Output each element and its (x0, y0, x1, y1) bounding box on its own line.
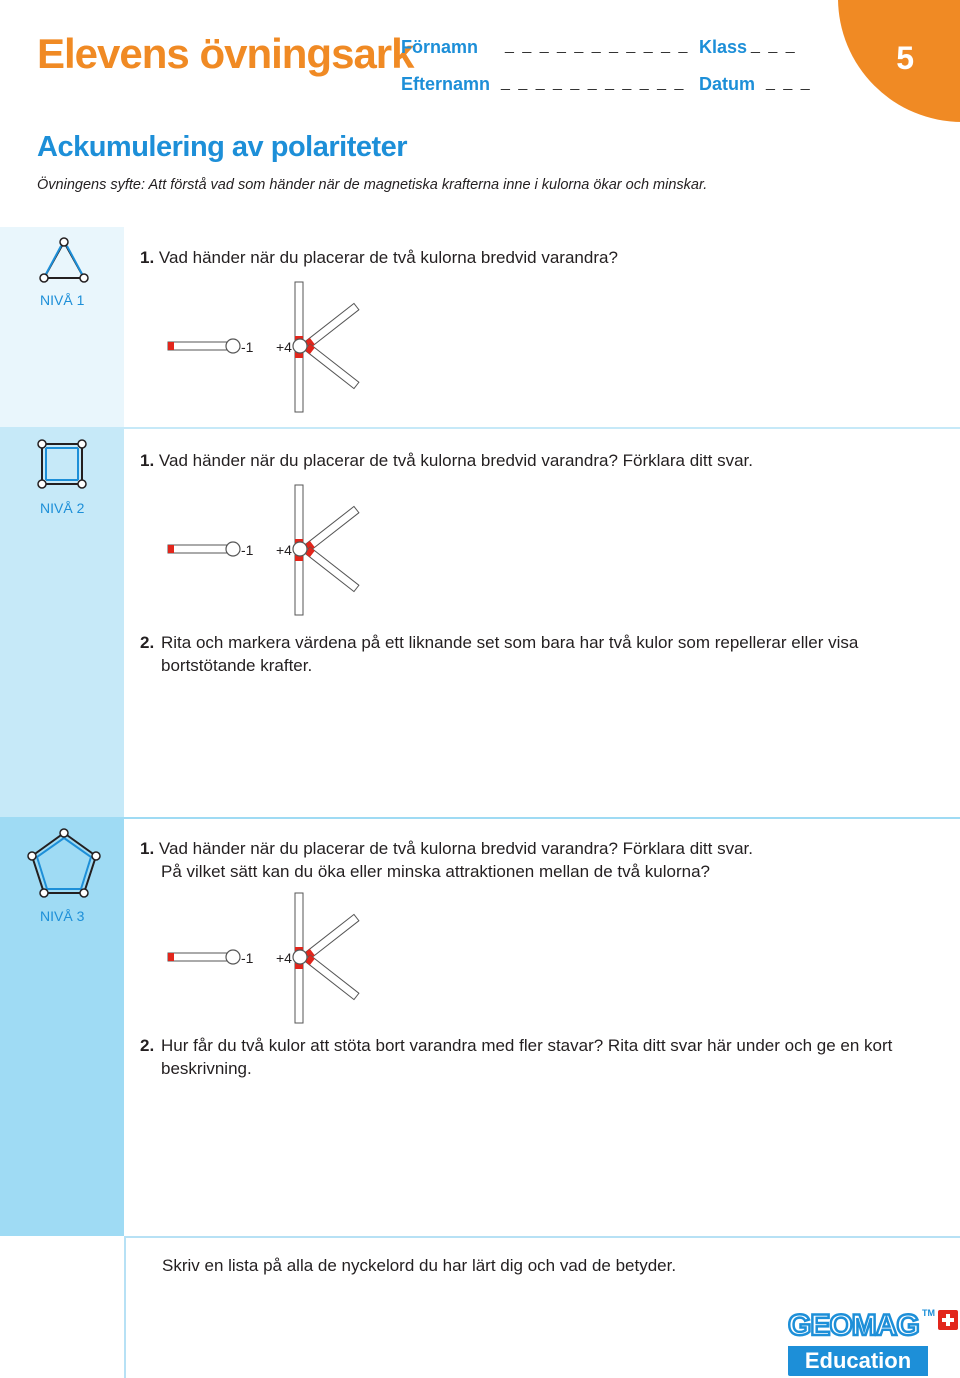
level-1-question-1 (140, 246, 618, 269)
right-ball-value: +4 (276, 339, 292, 355)
level-2-question-2 (140, 631, 940, 677)
question-number: 2. (140, 633, 155, 652)
level-2-drawing-area[interactable] (140, 690, 940, 810)
level-2-question-1 (140, 449, 753, 472)
question-text: Vad händer när du placerar de två kulorna bredvid varandra? (158, 248, 618, 267)
footer-sidebar (0, 1236, 124, 1378)
question-text: Hur får du två kulor att stöta bort varandra med fler stavar? Rita ditt svar här under och ge en kort beskrivning. (161, 1036, 893, 1078)
page-title: Elevens övningsark (37, 30, 414, 77)
brand-wordmark: GEOMAG (788, 1309, 919, 1340)
date-field[interactable]: _ _ _ (766, 74, 812, 91)
class-field[interactable]: _ _ _ (751, 37, 797, 54)
sheet-number: 5 (896, 40, 914, 76)
level-1-magnet-diagram (166, 280, 366, 414)
worksheet-subtitle: Ackumulering av polariteter (37, 131, 408, 163)
left-ball-value: -1 (241, 339, 254, 355)
last-name-label: Efternamn (401, 74, 491, 94)
question-number: 1. (140, 248, 155, 267)
left-ball (226, 339, 240, 353)
last-name-field[interactable]: _ _ _ _ _ _ _ _ _ _ _ (501, 74, 686, 91)
exercise-purpose: Övningens syfte: Att förstå vad som händer när de magnetiska krafterna inne i kulorna ökar och minskar. (37, 177, 708, 193)
question-number: 2. (140, 1036, 155, 1055)
class-label: Klass (699, 37, 748, 57)
level-2-label: NIVÅ 2 (40, 500, 85, 516)
education-badge (788, 1346, 928, 1376)
question-text-continued: På vilket sätt kan du öka eller minska attraktionen mellan de två kulorna? (161, 862, 711, 881)
level-3-question-1 (140, 837, 940, 883)
question-text: Vad händer när du placerar de två kulorna bredvid varandra? Förklara ditt svar. (158, 839, 753, 858)
level-3-drawing-area[interactable] (140, 1090, 940, 1230)
first-name-label: Förnamn (401, 37, 479, 57)
question-text: Rita och markera värdena på ett liknande set som bara har två kulor som repellerar eller visa bortstötande krafter. (161, 633, 859, 675)
keyword-instruction: Skriv en lista på alla de nyckelord du har lärt dig och vad de betyder. (162, 1256, 677, 1275)
geomag-logo (788, 1308, 958, 1340)
right-ball-value: +4 (276, 542, 292, 558)
date-label: Datum (699, 74, 756, 94)
question-number: 1. (140, 451, 155, 470)
swiss-cross-icon (938, 1310, 958, 1330)
right-ball-value: +4 (276, 950, 292, 966)
level-3-label: NIVÅ 3 (40, 908, 85, 924)
square-icon (36, 438, 88, 490)
left-ball-value: -1 (241, 950, 254, 966)
level-2-magnet-diagram (166, 483, 366, 617)
level-3-question-2 (140, 1034, 940, 1080)
level-1-label: NIVÅ 1 (40, 292, 85, 308)
level-3-magnet-diagram (166, 891, 366, 1025)
triangle-icon (36, 236, 92, 286)
trademark: TM (922, 1308, 935, 1318)
question-number: 1. (140, 839, 155, 858)
pentagon-icon (26, 827, 102, 899)
education-label: Education (804, 1348, 912, 1373)
left-ball-value: -1 (241, 542, 254, 558)
right-ball (293, 339, 307, 353)
question-text: Vad händer när du placerar de två kulorna bredvid varandra? Förklara ditt svar. (158, 451, 753, 470)
first-name-field[interactable]: _ _ _ _ _ _ _ _ _ _ _ (505, 37, 690, 54)
left-rod (168, 342, 230, 350)
